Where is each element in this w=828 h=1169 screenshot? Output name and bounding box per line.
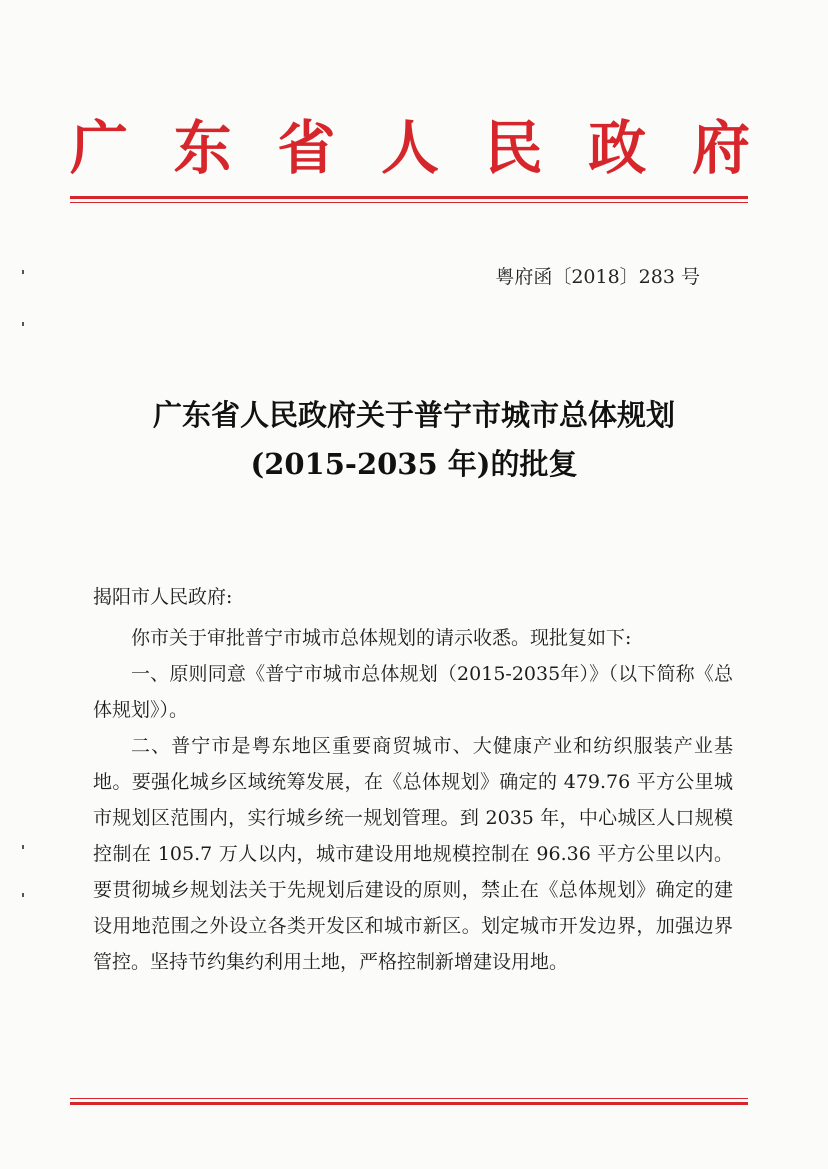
document-title-line-2: (2015-2035 年)的批复 [250, 447, 578, 481]
salutation: 揭阳市人民政府: [93, 586, 233, 608]
body-paragraph: 一、原则同意《普宁市城市总体规划（2015-2035年）》（以下简称《总体规划》）。 [93, 663, 733, 721]
header-char: 广 [70, 114, 129, 182]
footer-divider [70, 1102, 748, 1105]
scan-speck [22, 270, 24, 274]
body-paragraph: 你市关于审批普宁市城市总体规划的请示收悉。现批复如下: [131, 627, 632, 649]
header-divider [70, 196, 748, 199]
header-char: 府 [691, 114, 750, 182]
scan-speck [22, 893, 24, 897]
header-char: 政 [588, 114, 647, 182]
document-body [93, 620, 733, 980]
header-char: 东 [173, 114, 232, 182]
header-divider-thin [70, 202, 748, 203]
footer-divider-thin [70, 1098, 748, 1099]
header-char: 民 [484, 114, 543, 182]
document-number: 粤府函〔2018〕283 号 [495, 266, 700, 288]
body-paragraph: 二、普宁市是粤东地区重要商贸城市、大健康产业和纺织服装产业基地。要强化城乡区域统筹发展，在《总体规划》确定的 479.76 平方公里城市规划区范围内，实行城乡统一规划管理。到 2035 年，中心城区人口规模控制在 105.7 万人以内，城市建设用地规模控制在 96.36 平方公里以内。要贯彻城乡规划法关于先规划后建设的原则，禁止在《总体规划》确定的建设用地范围之外设立各类开发区和城市新区。划定城市开发边界，加强边界管控。坚持节约集约利用土地，严格控制新增建设用地。 [93, 735, 733, 973]
issuing-authority-header [70, 108, 750, 182]
scan-speck [22, 845, 24, 849]
header-char: 人 [380, 114, 439, 182]
document-title-line-1: 广东省人民政府关于普宁市城市总体规划 [152, 398, 675, 432]
header-char: 省 [277, 114, 336, 182]
scan-speck [22, 322, 24, 326]
